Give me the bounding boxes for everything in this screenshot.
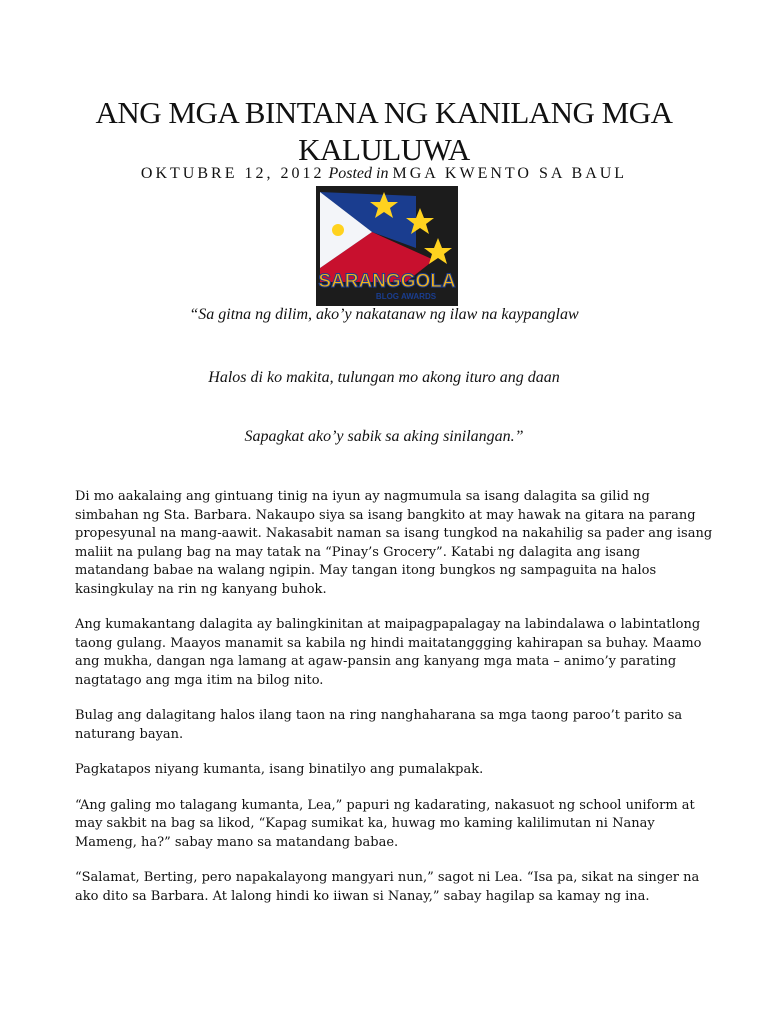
- post-meta: [60, 163, 708, 185]
- article-title: ANG MGA BINTANA NG KANILANG MGA KALULUWA: [95, 95, 673, 167]
- paragraph: Di mo aakalaing ang gintuang tinig na iyun ay nagmumula sa isang dalagita sa gilid ng simbahan ng Sta. Barbara. Nakaupo siya sa isang bangkito at may hawak na gitara na parang propesyunal na mang-aawit. Nakasabit naman sa isang tungkod na nakahilig sa pader ang isang maliit na pulang bag na may tatak na “Pinay’s Grocery”. Katabi ng dalagita ang isang matandang babae na walang ngipin. May tangan itong bungkos ng sampaguita na halos kasingkulay na rin ng kanyang buhok.: [75, 489, 713, 597]
- paragraph: Bulag ang dalagitang halos ilang taon na ring nanghaharana sa mga taong paroo’t parito sa naturang bayan.: [75, 708, 683, 742]
- logo-sun-icon: [332, 224, 344, 236]
- posted-in-label: Posted in: [328, 165, 389, 182]
- paragraph: Ang kumakantang dalagita ay balingkinitan at maipagpapalagay na labindalawa o labintatlong taong gulang. Maayos manamit sa kabila ng hindi maitatanggging kahirapan sa buhay. Maamo ang mukha, dangan nga lamang at agaw-pansin ang kanyang mga mata – animo’y parating nagtatago ang mga itim na bilog nito.: [75, 617, 702, 688]
- poem-line: Halos di ko makita, tulungan mo akong ituro ang daan: [208, 369, 560, 386]
- article-body: [75, 488, 715, 923]
- category-link[interactable]: MGA KWENTO SA BAUL: [392, 165, 628, 182]
- paragraph: Pagkatapos niyang kumanta, isang binatilyo ang pumalakpak.: [75, 762, 484, 777]
- logo-brand-text: SARANGGOLA: [318, 271, 456, 292]
- poem-line: Sapagkat ako’y sabik sa aking sinilangan.”: [244, 428, 524, 445]
- saranggola-blog-awards-logo: [316, 186, 458, 306]
- logo-sub-text: BLOG AWARDS: [375, 292, 437, 301]
- poem-line: “Sa gitna ng dilim, ako’y nakatanaw ng ilaw na kaypanglaw: [189, 306, 579, 323]
- post-date[interactable]: OKTUBRE 12, 2012: [140, 165, 325, 182]
- paragraph: “Ang galing mo talagang kumanta, Lea,” papuri ng kadarating, nakasuot ng school uniform at may sakbit na bag sa likod, “Kapag sumikat ka, huwag mo kaming kalilimutan ni Nanay Mameng, ha?” sabay mano sa matandang babae.: [75, 797, 695, 850]
- paragraph: “Salamat, Berting, pero napakalayong mangyari nun,” sagot ni Lea. “Isa pa, sikat na singer na ako dito sa Barbara. At lalong hindi ko iiwan si Nanay,” sabay hagilap sa kamay ng ina.: [75, 870, 700, 904]
